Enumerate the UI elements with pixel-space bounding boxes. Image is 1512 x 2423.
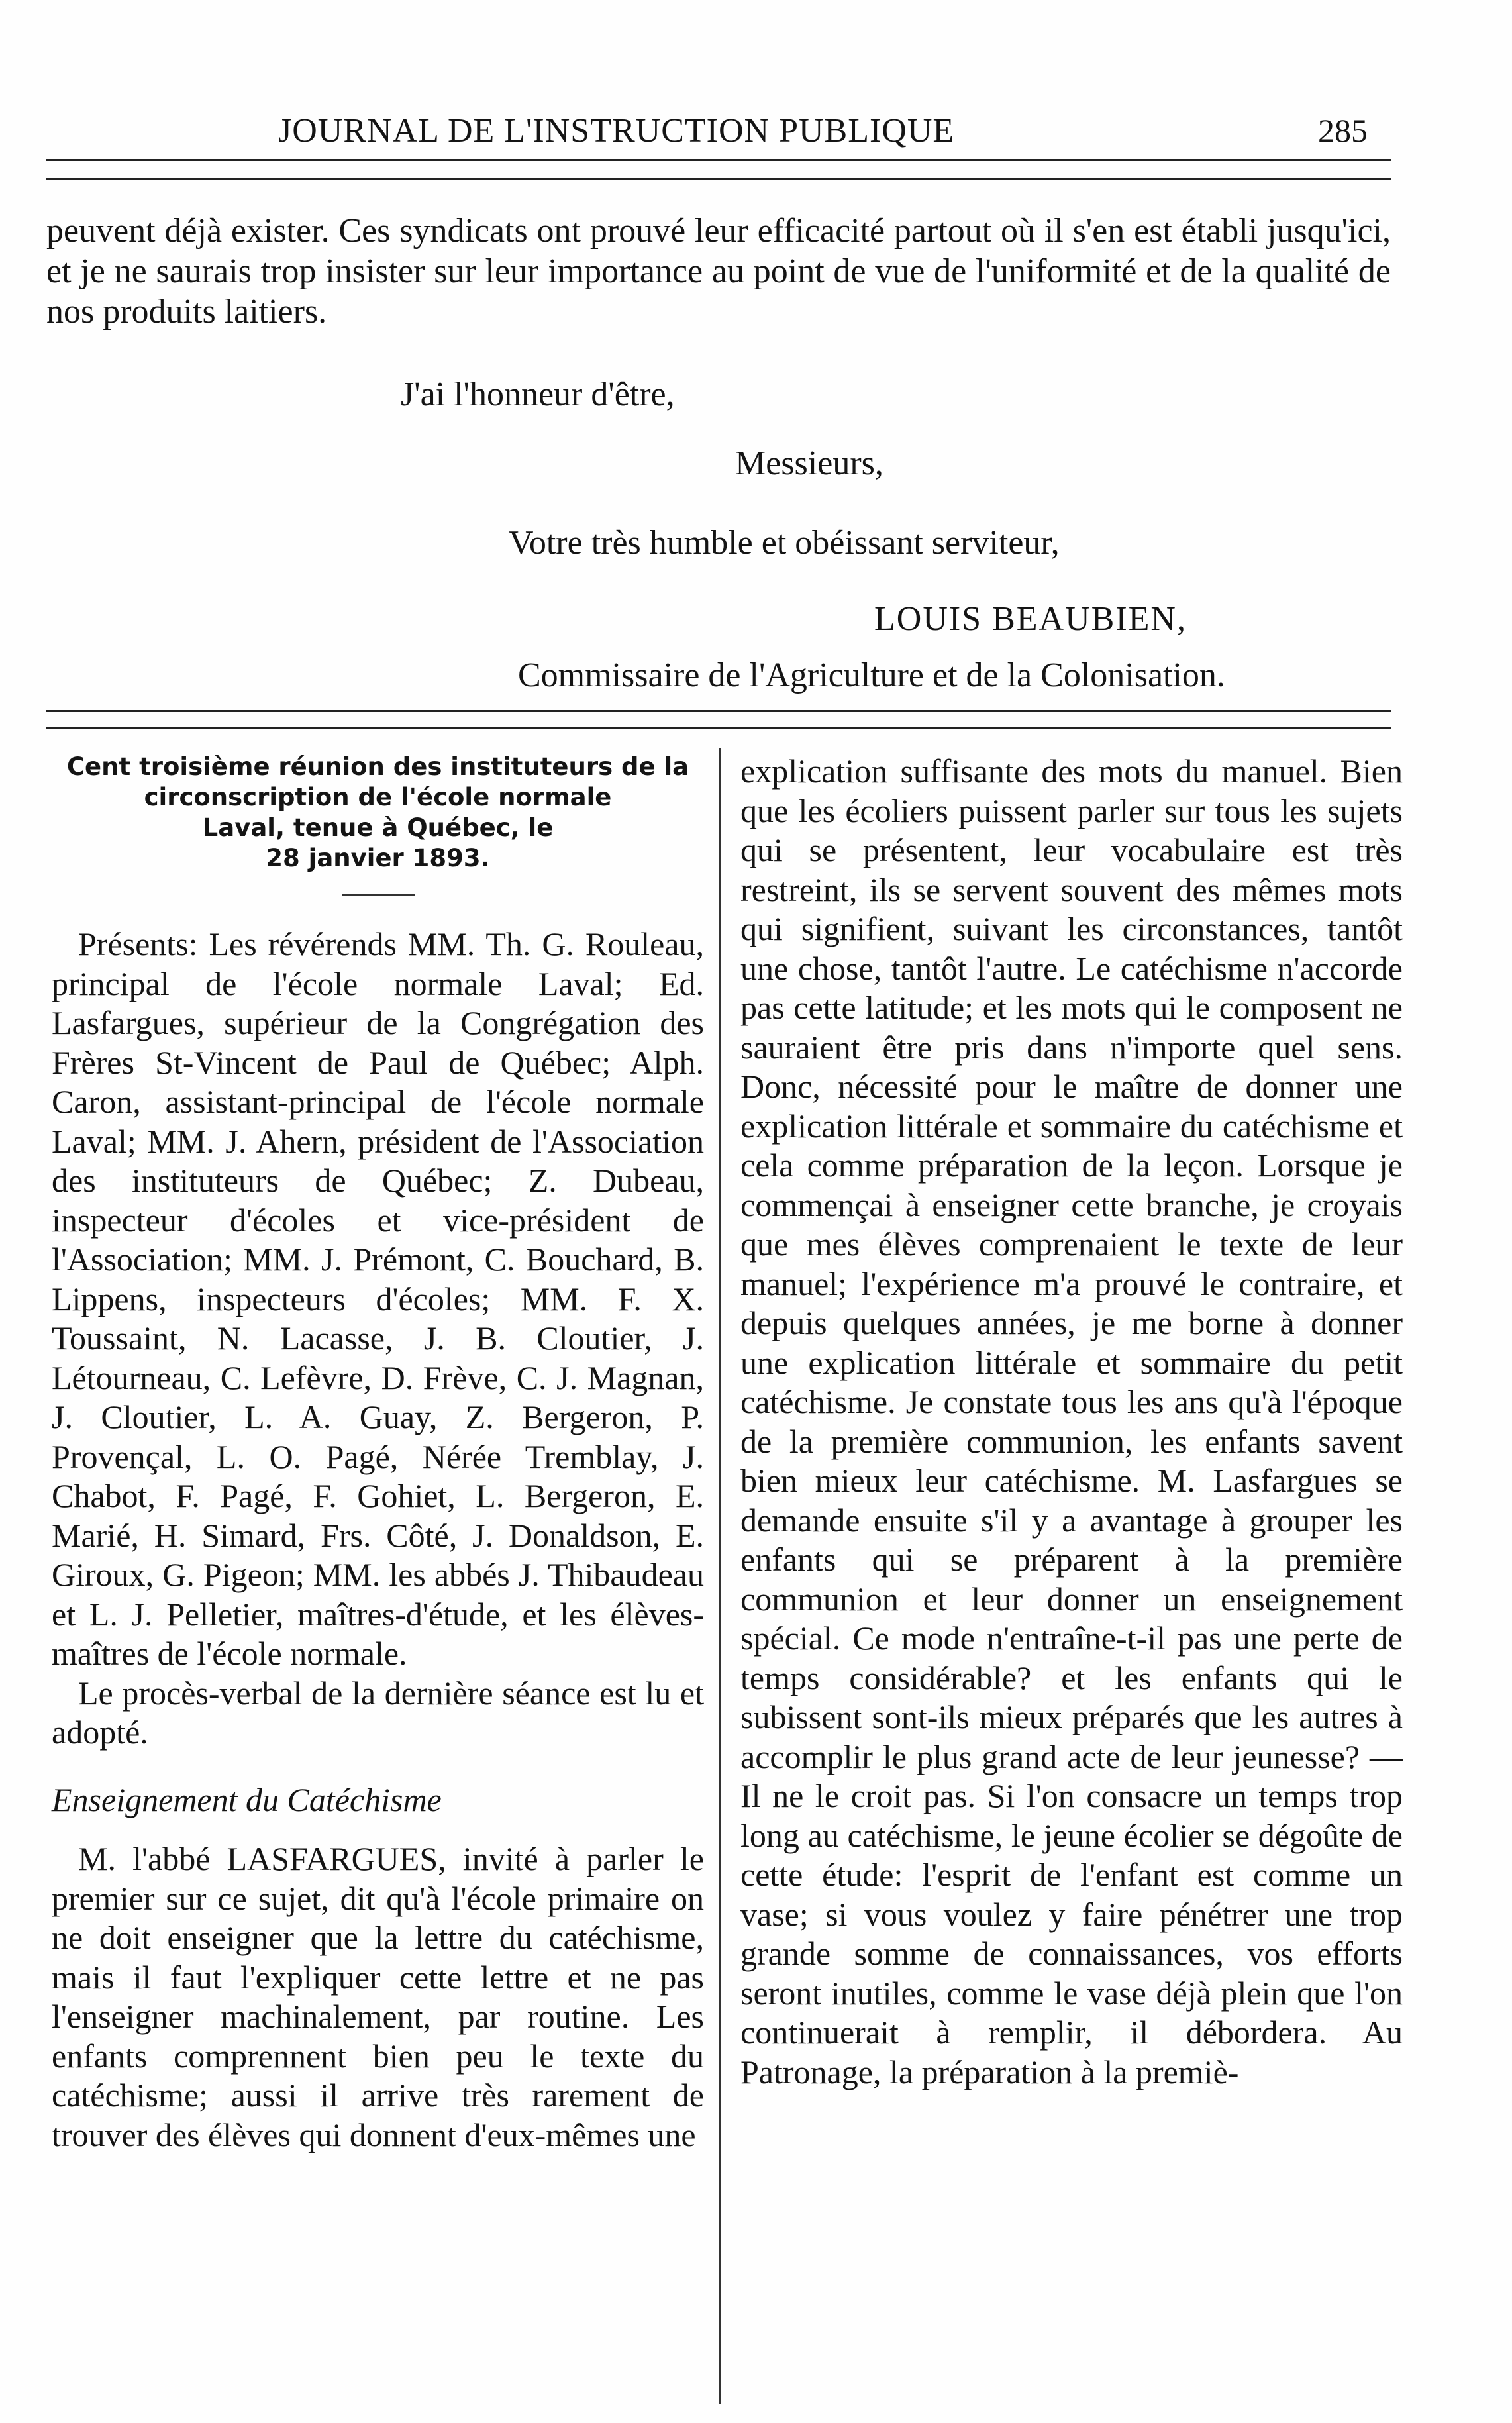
attendance-paragraph: Présents: Les révérends MM. Th. G. Rouleau, principal de l'école normale Laval; Ed. Lasfargues, supérieur de la Congrégation des Frères St-Vincent de Paul de Québec; Alph. Caron, assistant-principal de l'école normale Laval; MM. J. Ahern, président de l'Association des instituteurs de Québec; Z. Dubeau, inspecteur d'écoles et vice-président de l'Association; MM. J. Prémont, C. Bouchard, B. Lippens, inspecteurs d'écoles; MM. F. X. Toussaint, N. Lacasse, J. B. Cloutier, J. Létourneau, C. Lefèvre, D. Frève, C. J. Magnan, J. Cloutier, L. A. Guay, Z. Bergeron, P. Provençal, L. O. Pagé, Nérée Tremblay, J. Chabot, F. Pagé, F. Gohiet, L. Bergeron, E. Marié, H. Simard, Frs. Côté, J. Donaldson, E. Giroux, G. Pigeon; MM. les abbés J. Thibaudeau et L. J. Pelletier, maîtres-d'étude, et les élèves-maîtres de l'école normale.	[52, 925, 704, 1672]
header-rule-top	[46, 159, 1391, 161]
article-heading-line-3: Laval, tenue à Québec, le	[202, 813, 554, 842]
page-number: 285	[1318, 112, 1368, 149]
closing-messieurs: Messieurs,	[735, 444, 883, 482]
letter-paragraph: peuvent déjà exister. Ces syndicats ont prouvé leur efficacité partout où il s'en est établi jusqu'ici, et je ne saurais trop insister sur leur importance au point de vue de l'uniformité et de la qualité de nos produits laitiers.	[46, 212, 1391, 331]
heading-separator	[342, 894, 415, 896]
section-rule-top	[46, 710, 1391, 712]
section-rule-bottom	[46, 727, 1391, 729]
catechism-subheading: Enseignement du Catéchisme	[52, 1780, 442, 1818]
closing-honneur: J'ai l'honneur d'être,	[401, 376, 675, 413]
right-body-paragraph: explication suffisante des mots du manuel. Bien que les écoliers puissent parler sur tous les sujets qui se présentent, leur vocabulaire est très restreint, ils se servent souvent des mêmes mots qui signifient, suivant les circonstances, tantôt une chose, tantôt l'autre. Le catéchisme n'accorde pas cette latitude; et les mots qui le composent ne sauraient être pris dans n'importe quel sens. Donc, nécessité pour le maître de donner une explication littérale et sommaire du catéchisme et cela comme préparation de la leçon. Lorsque je commençai à enseigner cette branche, je croyais que mes élèves comprenaient le texte de leur manuel; l'expérience m'a prouvé le contraire, et depuis quelques années, je me borne à donner une explication littérale et sommaire du petit catéchisme. Je constate tous les ans qu'à l'époque de la première communion, les enfants savent bien mieux leur catéchisme. M. Lasfargues se demande ensuite s'il y a avantage à grouper les enfants qui se préparent à la première communion et leur donner un enseignement spécial. Ce mode n'entraîne-t-il pas une perte de temps considérable? et les enfants qui le subissent sont-ils mieux préparés que les autres à accomplir le plus grand acte de leur jeunesse? —Il ne le croit pas. Si l'on consacre un temps trop long au catéchisme, le jeune écolier se dégoûte de cette étude: l'esprit de l'enfant est comme un vase; si vous voulez y faire pénétrer une trop grande somme de connaissances, vos efforts seront inutiles, comme le vase déjà plein que l'on continuerait à remplir, il débordera. Au Patronage, la préparation à la premiè-	[740, 752, 1403, 2090]
left-column	[52, 752, 704, 2155]
running-title: JOURNAL DE L'INSTRUCTION PUBLIQUE	[278, 112, 955, 150]
header-rule-bottom	[46, 178, 1391, 180]
letter-block	[46, 211, 1391, 332]
article-heading-line-2: circonscription de l'école normale	[144, 783, 612, 811]
article-heading-line-4: 28 janvier 1893.	[266, 844, 490, 872]
right-column	[740, 752, 1403, 2092]
closing-serviteur: Votre très humble et obéissant serviteur,	[509, 524, 1060, 562]
article-heading-line-1: Cent troisième réunion des instituteurs de la	[66, 752, 689, 781]
minutes-paragraph: Le procès-verbal de la dernière séance est lu et adopté.	[52, 1674, 704, 1751]
column-divider	[719, 748, 721, 2404]
signature-name: LOUIS BEAUBIEN,	[874, 600, 1187, 638]
article-heading	[52, 752, 704, 874]
left-body-paragraph: M. l'abbé LASFARGUES, invité à parler le premier sur ce sujet, dit qu'à l'école primaire on ne doit enseigner que la lettre du catéchisme, mais il faut l'expliquer cette lettre et ne pas l'enseigner machinalement, par routine. Les enfants comprennent bien peu le texte du catéchisme; aussi il arrive très rarement de trouver des élèves qui donnent d'eux-mêmes une	[52, 1840, 704, 2153]
signature-title: Commissaire de l'Agriculture et de la Colonisation.	[518, 656, 1225, 694]
